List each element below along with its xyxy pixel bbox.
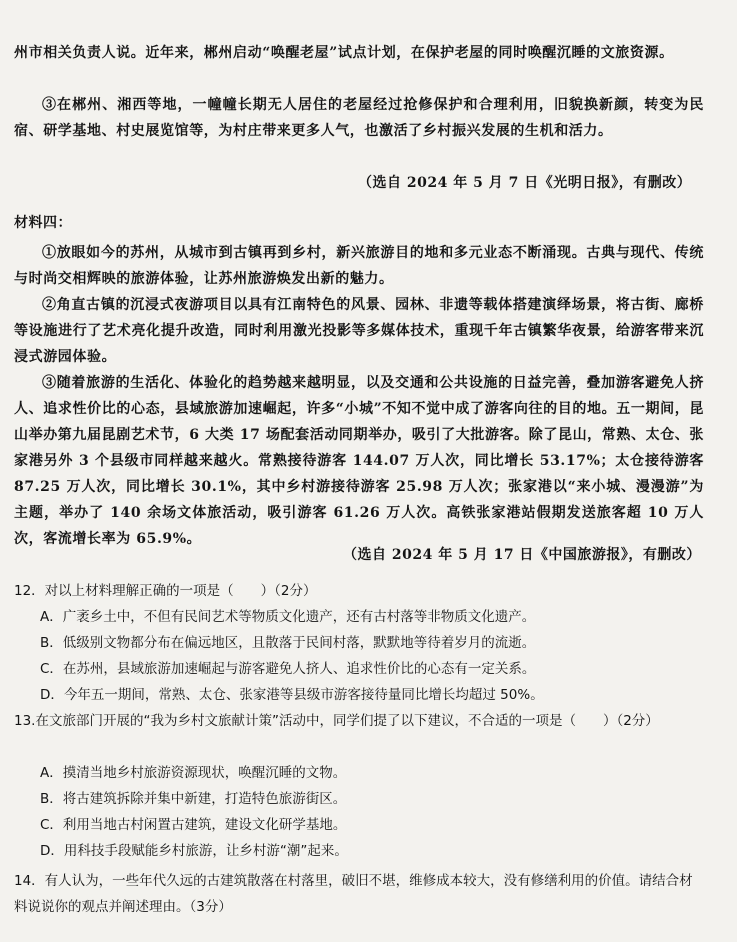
question-14-stem: 14．有人认为，一些年代久远的古建筑散落在村落里，破旧不堪，维修成本较大，没有修缮利用的价值。请结合材料说说你的观点并阐述理由。（3分） [14, 873, 693, 915]
question-13-option-a: A．摸清当地乡村旅游资源现状，唤醒沉睡的文物。 [40, 765, 347, 781]
question-12-option-a: A．广袤乡土中，不但有民间艺术等物质文化遗产，还有古村落等非物质文化遗产。 [40, 609, 536, 625]
question-13-option-b: B．将古建筑拆除并集中新建，打造特色旅游街区。 [40, 791, 347, 807]
material4-paragraph-2: ②角直古镇的沉浸式夜游项目以具有江南特色的风景、园林、非遗等载体搭建演绎场景，将古街、廊桥等设施进行了艺术亮化提升改造，同时利用激光投影等多媒体技术，重现千年古镇繁华夜景，给游客带来沉浸式游园体验。 [14, 297, 704, 365]
material4-label: 材料四： [14, 215, 72, 231]
material4-source: （选自 2024 年 5 月 17 日《中国旅游报》，有删改） [343, 547, 701, 563]
question-13-stem: 13.在文旅部门开展的“我为乡村文旅献计策”活动中，同学们提了以下建议，不合适的一项是（ ）（2分） [14, 713, 659, 729]
question-12-option-d: D．今年五一期间，常熟、太仓、张家港等县级市游客接待量同比增长均超过 50%。 [40, 687, 544, 703]
material4-paragraph-3: ③随着旅游的生活化、体验化的趋势越来越明显，以及交通和公共设施的日益完善，叠加游客避免人挤人、追求性价比的心态，县域旅游加速崛起，许多“小城”不知不觉中成了游客向往的目的地。五一期间，昆山举办第九届昆剧艺术节，6 大类 17 场配套活动同期举办，吸引了大批游客。除了昆山，常熟、太仓、张家港另外 3 个县级市同样越来越火。常熟接待游客 144.07 万人次，同比增长 53.17%；太仓接待游客 87.25 万人次，同比增长 30.1%，其中乡村游接待游客 25.98 万人次；张家港以“来小城、漫漫游”为主题，举办了 140 余场文体旅活动，吸引游客 61.26 万人次。高铁张家港站假期发送旅客超 10 万人次，客流增长率为 65.9%。 [14, 375, 704, 547]
question-13-option-c: C．利用当地古村闲置古建筑，建设文化研学基地。 [40, 817, 347, 833]
material3-paragraph-continued: 州市相关负责人说。近年来，郴州启动“唤醒老屋”试点计划，在保护老屋的同时唤醒沉睡的文旅资源。 [14, 45, 674, 61]
material3-source: （选自 2024 年 5 月 7 日《光明日报》，有删改） [358, 175, 692, 191]
question-12-option-b: B．低级别文物都分布在偏远地区，且散落于民间村落，默默地等待着岁月的流逝。 [40, 635, 536, 651]
question-12-option-c: C．在苏州，县域旅游加速崛起与游客避免人挤人、追求性价比的心态有一定关系。 [40, 661, 536, 677]
question-12-stem: 12．对以上材料理解正确的一项是（ ）（2分） [14, 583, 317, 599]
material4-paragraph-1: ①放眼如今的苏州，从城市到古镇再到乡村，新兴旅游目的地和多元业态不断涌现。古典与现代、传统与时尚交相辉映的旅游体验，让苏州旅游焕发出新的魅力。 [14, 245, 704, 287]
question-13-option-d: D．用科技手段赋能乡村旅游，让乡村游“潮”起来。 [40, 843, 348, 859]
material3-paragraph-3: ③在郴州、湘西等地，一幢幢长期无人居住的老屋经过抢修保护和合理利用，旧貌换新颜，转变为民宿、研学基地、村史展览馆等，为村庄带来更多人气，也激活了乡村振兴发展的生机和活力。 [14, 97, 704, 139]
